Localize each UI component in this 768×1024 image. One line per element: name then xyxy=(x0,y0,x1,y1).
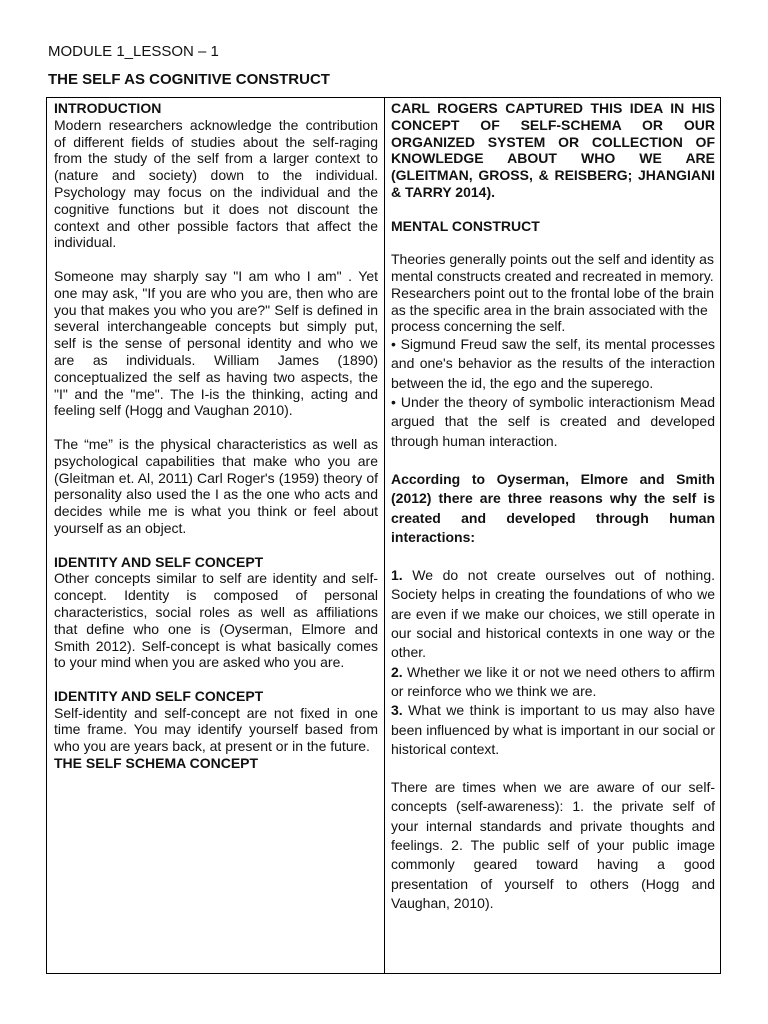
intro-heading: INTRODUCTION xyxy=(54,100,162,116)
oyserman-paragraph: According to Oyserman, Elmore and Smith (2012) there are three reasons why the self is created and developed through human interactions: xyxy=(391,470,715,545)
intro-paragraph-3: The “me” is the physical characteristics as well as psychological capabilities that make who you are (Gleitman et. Al, 2011) Carl Roger's (1959) theory of personality also used the I as the one who acts and decides while me is what you think or feel about yourself as an object. xyxy=(54,435,378,536)
freud-bullet: • Sigmund Freud saw the self, its mental processes and one's behavior as the results of the interaction between the id, the ego and the superego. xyxy=(391,336,715,391)
mental-construct-heading: MENTAL CONSTRUCT xyxy=(391,217,540,234)
mental-construct-paragraph: Theories generally points out the self and identity as mental constructs created and recreated in memory. Researchers point out to the frontal lobe of the brain as the specific area in the brain associated with the process concerning the self. xyxy=(391,251,714,335)
reason-3-number: 3. xyxy=(391,702,403,719)
intro-paragraph-1: Modern researchers acknowledge the contribution of different fields of studies about the self-raging from the study of the self from a larger context to (nature and society) down to the individual. Psychology may focus on the individual and the cognitive functions but it does not discount the context and other possible factors that affect the individual. xyxy=(54,116,378,251)
reason-2 xyxy=(391,663,715,702)
module-label: MODULE 1_LESSON – 1 xyxy=(48,43,219,60)
reason-1-text: We do not create ourselves out of nothing. Society helps in creating the foundations of who we are even if we make our choices, we still operate in our social and historical contexts in one way or the other. xyxy=(391,567,715,661)
identity-heading-1: IDENTITY AND SELF CONCEPT xyxy=(54,553,264,570)
reason-2-number: 2. xyxy=(391,663,403,680)
mead-bullet: • Under the theory of symbolic interactionism Mead argued that the self is created and developed through human interaction. xyxy=(391,394,715,449)
self-schema-heading: THE SELF SCHEMA CONCEPT xyxy=(54,755,259,772)
identity-paragraph-2: Self-identity and self-concept are not fixed in one time frame. You may identify yourself based from who you are years back, at present or in the future. xyxy=(54,704,378,755)
content-table xyxy=(46,97,721,974)
identity-heading-2: IDENTITY AND SELF CONCEPT xyxy=(54,687,264,704)
reason-3 xyxy=(391,701,715,759)
reason-1-number: 1. xyxy=(391,567,403,584)
left-column xyxy=(54,100,378,772)
self-awareness-paragraph: There are times when we are aware of our self-concepts (self-awareness): 1. the private self of your internal standards and private thoughts and feelings. 2. The public self of your public image commonly geared toward having a good presentation of yourself to others (Hogg and Vaughan, 2010). xyxy=(391,779,715,911)
intro-paragraph-2: Someone may sharply say "I am who I am" . Yet one may ask, "If you are who you are, then who are you that makes you who you are?" Self is defined in several interchangeable concepts but simply put, self is the sense of personal identity and who we are as individuals. William James (1890) conceptualized the self as having two aspects, the "I" and the "me". The I-is the thinking, acting and feeling self (Hogg and Vaughan 2010). xyxy=(54,267,378,419)
lesson-title: THE SELF AS COGNITIVE CONSTRUCT xyxy=(48,71,330,88)
reason-3-text: What we think is important to us may also have been influenced by what is important in our social or historical context. xyxy=(391,702,715,757)
reason-2-text: Whether we like it or not we need others to affirm or reinforce who we think we are. xyxy=(391,663,715,699)
column-divider xyxy=(384,98,385,973)
rogers-caps-paragraph: CARL ROGERS CAPTURED THIS IDEA IN HIS CONCEPT OF SELF-SCHEMA OR OUR ORGANIZED SYSTEM OR COLLECTION OF KNOWLEDGE ABOUT WHO WE ARE (GLEITMAN, GROSS, & REISBERG; JHANGIANI & TARRY 2014). xyxy=(391,100,715,200)
identity-paragraph-1: Other concepts similar to self are identity and self-concept. Identity is composed of personal characteristics, social roles as well as affiliations that define who one is (Oyserman, Elmore and Smith 2012). Self-concept is what basically comes to your mind when you are asked who you are. xyxy=(54,570,378,671)
reason-1 xyxy=(391,566,715,662)
right-column xyxy=(391,100,715,913)
